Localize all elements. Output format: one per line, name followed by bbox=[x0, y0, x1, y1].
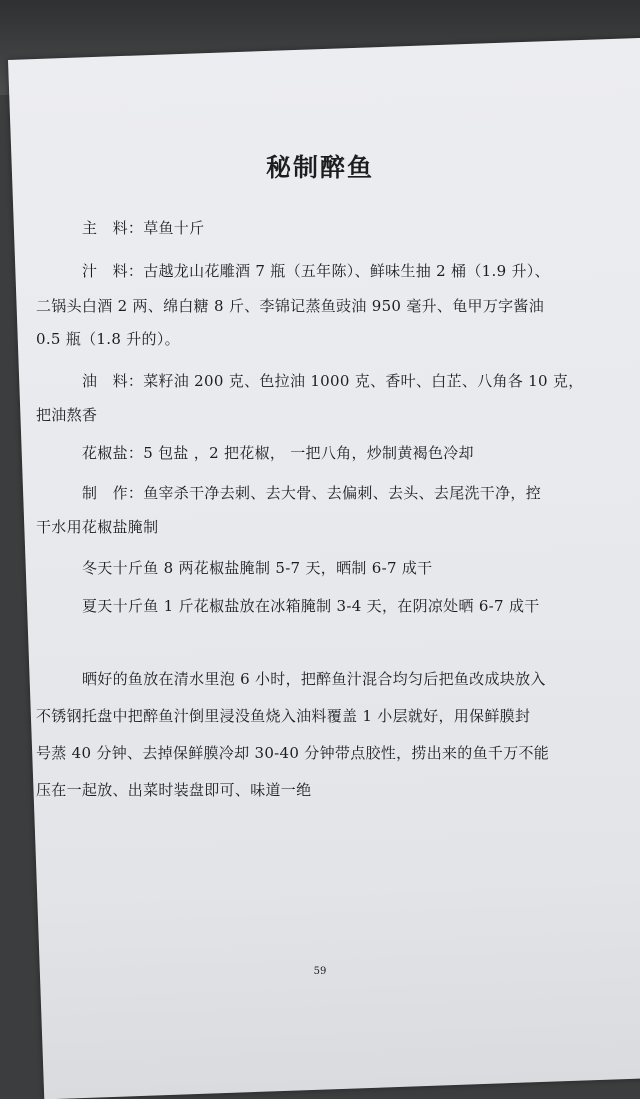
oil-line-1: 油 料：菜籽油 200 克、色拉油 1000 克、香叶、白芷、八角各 10 克， bbox=[82, 372, 584, 390]
page-title: 秘制醉鱼 bbox=[265, 153, 374, 182]
final-paragraph-line-2: 不锈钢托盘中把醉鱼汁倒里浸没鱼烧入油料覆盖 1 小层就好，用保鲜膜封 bbox=[36, 707, 531, 725]
winter-line: 冬天十斤鱼 8 两花椒盐腌制 5-7 天，晒制 6-7 成干 bbox=[82, 559, 433, 577]
sauce-line-2: 二锅头白酒 2 两、绵白糖 8 斤、李锦记蒸鱼豉油 950 毫升、龟甲万字酱油 bbox=[36, 297, 545, 315]
page-number: 59 bbox=[313, 966, 327, 977]
final-paragraph-line-3: 号蒸 40 分钟、去掉保鲜膜冷却 30-40 分钟带点胶性，捞出来的鱼千万不能 bbox=[36, 744, 550, 762]
oil-line-2: 把油熬香 bbox=[36, 406, 98, 424]
pepper-salt-line: 花椒盐：5 包盐 ，2 把花椒， 一把八角，炒制黄褐色冷却 bbox=[82, 444, 474, 462]
main-ingredient-line: 主 料：草鱼十斤 bbox=[82, 219, 205, 237]
method-line-1: 制 作：鱼宰杀干净去刺、去大骨、去偏刺、去头、去尾洗干净，控 bbox=[82, 484, 542, 502]
method-line-2: 干水用花椒盐腌制 bbox=[36, 518, 159, 536]
summer-line: 夏天十斤鱼 1 斤花椒盐放在冰箱腌制 3-4 天，在阴凉处晒 6-7 成干 bbox=[82, 597, 540, 615]
sauce-line-3: 0.5 瓶（1.8 升的）。 bbox=[36, 330, 180, 348]
final-paragraph-line-4: 压在一起放、出菜时装盘即可、味道一绝 bbox=[36, 781, 312, 799]
sauce-line-1: 汁 料：古越龙山花雕酒 7 瓶（五年陈）、鲜味生抽 2 桶（1.9 升）、 bbox=[82, 262, 550, 280]
final-paragraph-line-1: 晒好的鱼放在清水里泡 6 小时，把醉鱼汁混合均匀后把鱼改成块放入 bbox=[82, 670, 546, 688]
